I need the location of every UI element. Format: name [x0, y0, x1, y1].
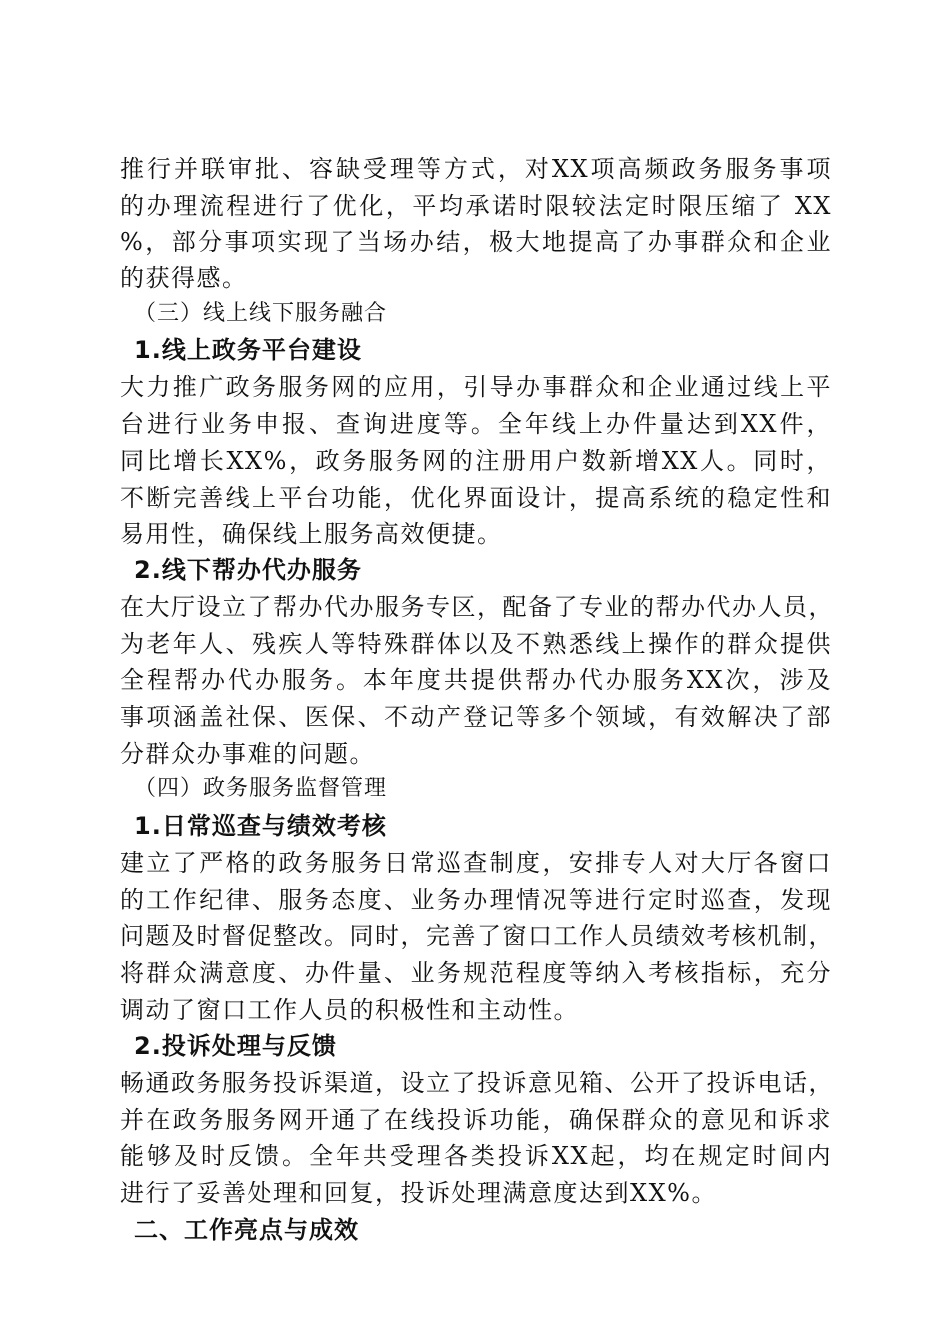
- paragraph-line: 全程帮办代办服务。本年度共提供帮办代办服务XX次，涉及: [120, 666, 832, 694]
- paragraph-line: 分群众办事难的问题。: [120, 740, 375, 768]
- heading: 2.投诉处理与反馈: [134, 1032, 337, 1060]
- paragraph-line: 的办理流程进行了优化，平均承诺时限较法定时限压缩了 XX: [120, 192, 832, 220]
- paragraph-line: 推行并联审批、容缺受理等方式，对XX项高频政务服务事项: [120, 155, 832, 183]
- paragraph-line: %，部分事项实现了当场办结，极大地提高了办事群众和企业: [120, 228, 832, 256]
- paragraph-line: 的获得感。: [120, 264, 248, 292]
- paragraph-line: 在大厅设立了帮办代办服务专区，配备了专业的帮办代办人员，: [120, 593, 834, 621]
- paragraph-line: 畅通政务服务投诉渠道，设立了投诉意见箱、公开了投诉电话，: [120, 1069, 834, 1097]
- paragraph-line: 同比增长XX%，政务服务网的注册用户数新增XX人。同时，: [120, 447, 832, 475]
- paragraph-line: 问题及时督促整改。同时，完善了窗口工作人员绩效考核机制，: [120, 922, 834, 950]
- paragraph-line: 事项涵盖社保、医保、不动产登记等多个领域，有效解决了部: [120, 703, 832, 731]
- subsection-title: （三）线上线下服务融合: [134, 301, 388, 326]
- paragraph-line: 不断完善线上平台功能，优化界面设计，提高系统的稳定性和: [120, 484, 832, 512]
- section-heading: 二、工作亮点与成效: [134, 1216, 359, 1244]
- paragraph-line: 建立了严格的政务服务日常巡查制度，安排专人对大厅各窗口: [120, 849, 832, 877]
- paragraph-line: 进行了妥善处理和回复，投诉处理满意度达到XX%。: [120, 1179, 717, 1207]
- paragraph-line: 大力推广政务服务网的应用，引导办事群众和企业通过线上平: [120, 373, 832, 401]
- paragraph-line: 并在政务服务网开通了在线投诉功能，确保群众的意见和诉求: [120, 1106, 832, 1134]
- paragraph-line: 将群众满意度、办件量、业务规范程度等纳入考核指标，充分: [120, 959, 832, 987]
- paragraph-line: 的工作纪律、服务态度、业务办理情况等进行定时巡查，发现: [120, 886, 832, 914]
- heading: 1.线上政务平台建设: [134, 336, 362, 364]
- paragraph-line: 调动了窗口工作人员的积极性和主动性。: [120, 996, 579, 1024]
- paragraph-line: 能够及时反馈。全年共受理各类投诉XX起，均在规定时间内: [120, 1142, 832, 1170]
- paragraph-line: 为老年人、残疾人等特殊群体以及不熟悉线上操作的群众提供: [120, 630, 832, 658]
- paragraph-line: 台进行业务申报、查询进度等。全年线上办件量达到XX件，: [120, 410, 832, 438]
- heading: 1.日常巡查与绩效考核: [134, 812, 387, 840]
- subsection-title: （四）政务服务监督管理: [134, 776, 388, 801]
- paragraph-line: 易用性，确保线上服务高效便捷。: [120, 520, 503, 548]
- heading: 2.线下帮办代办服务: [134, 556, 362, 584]
